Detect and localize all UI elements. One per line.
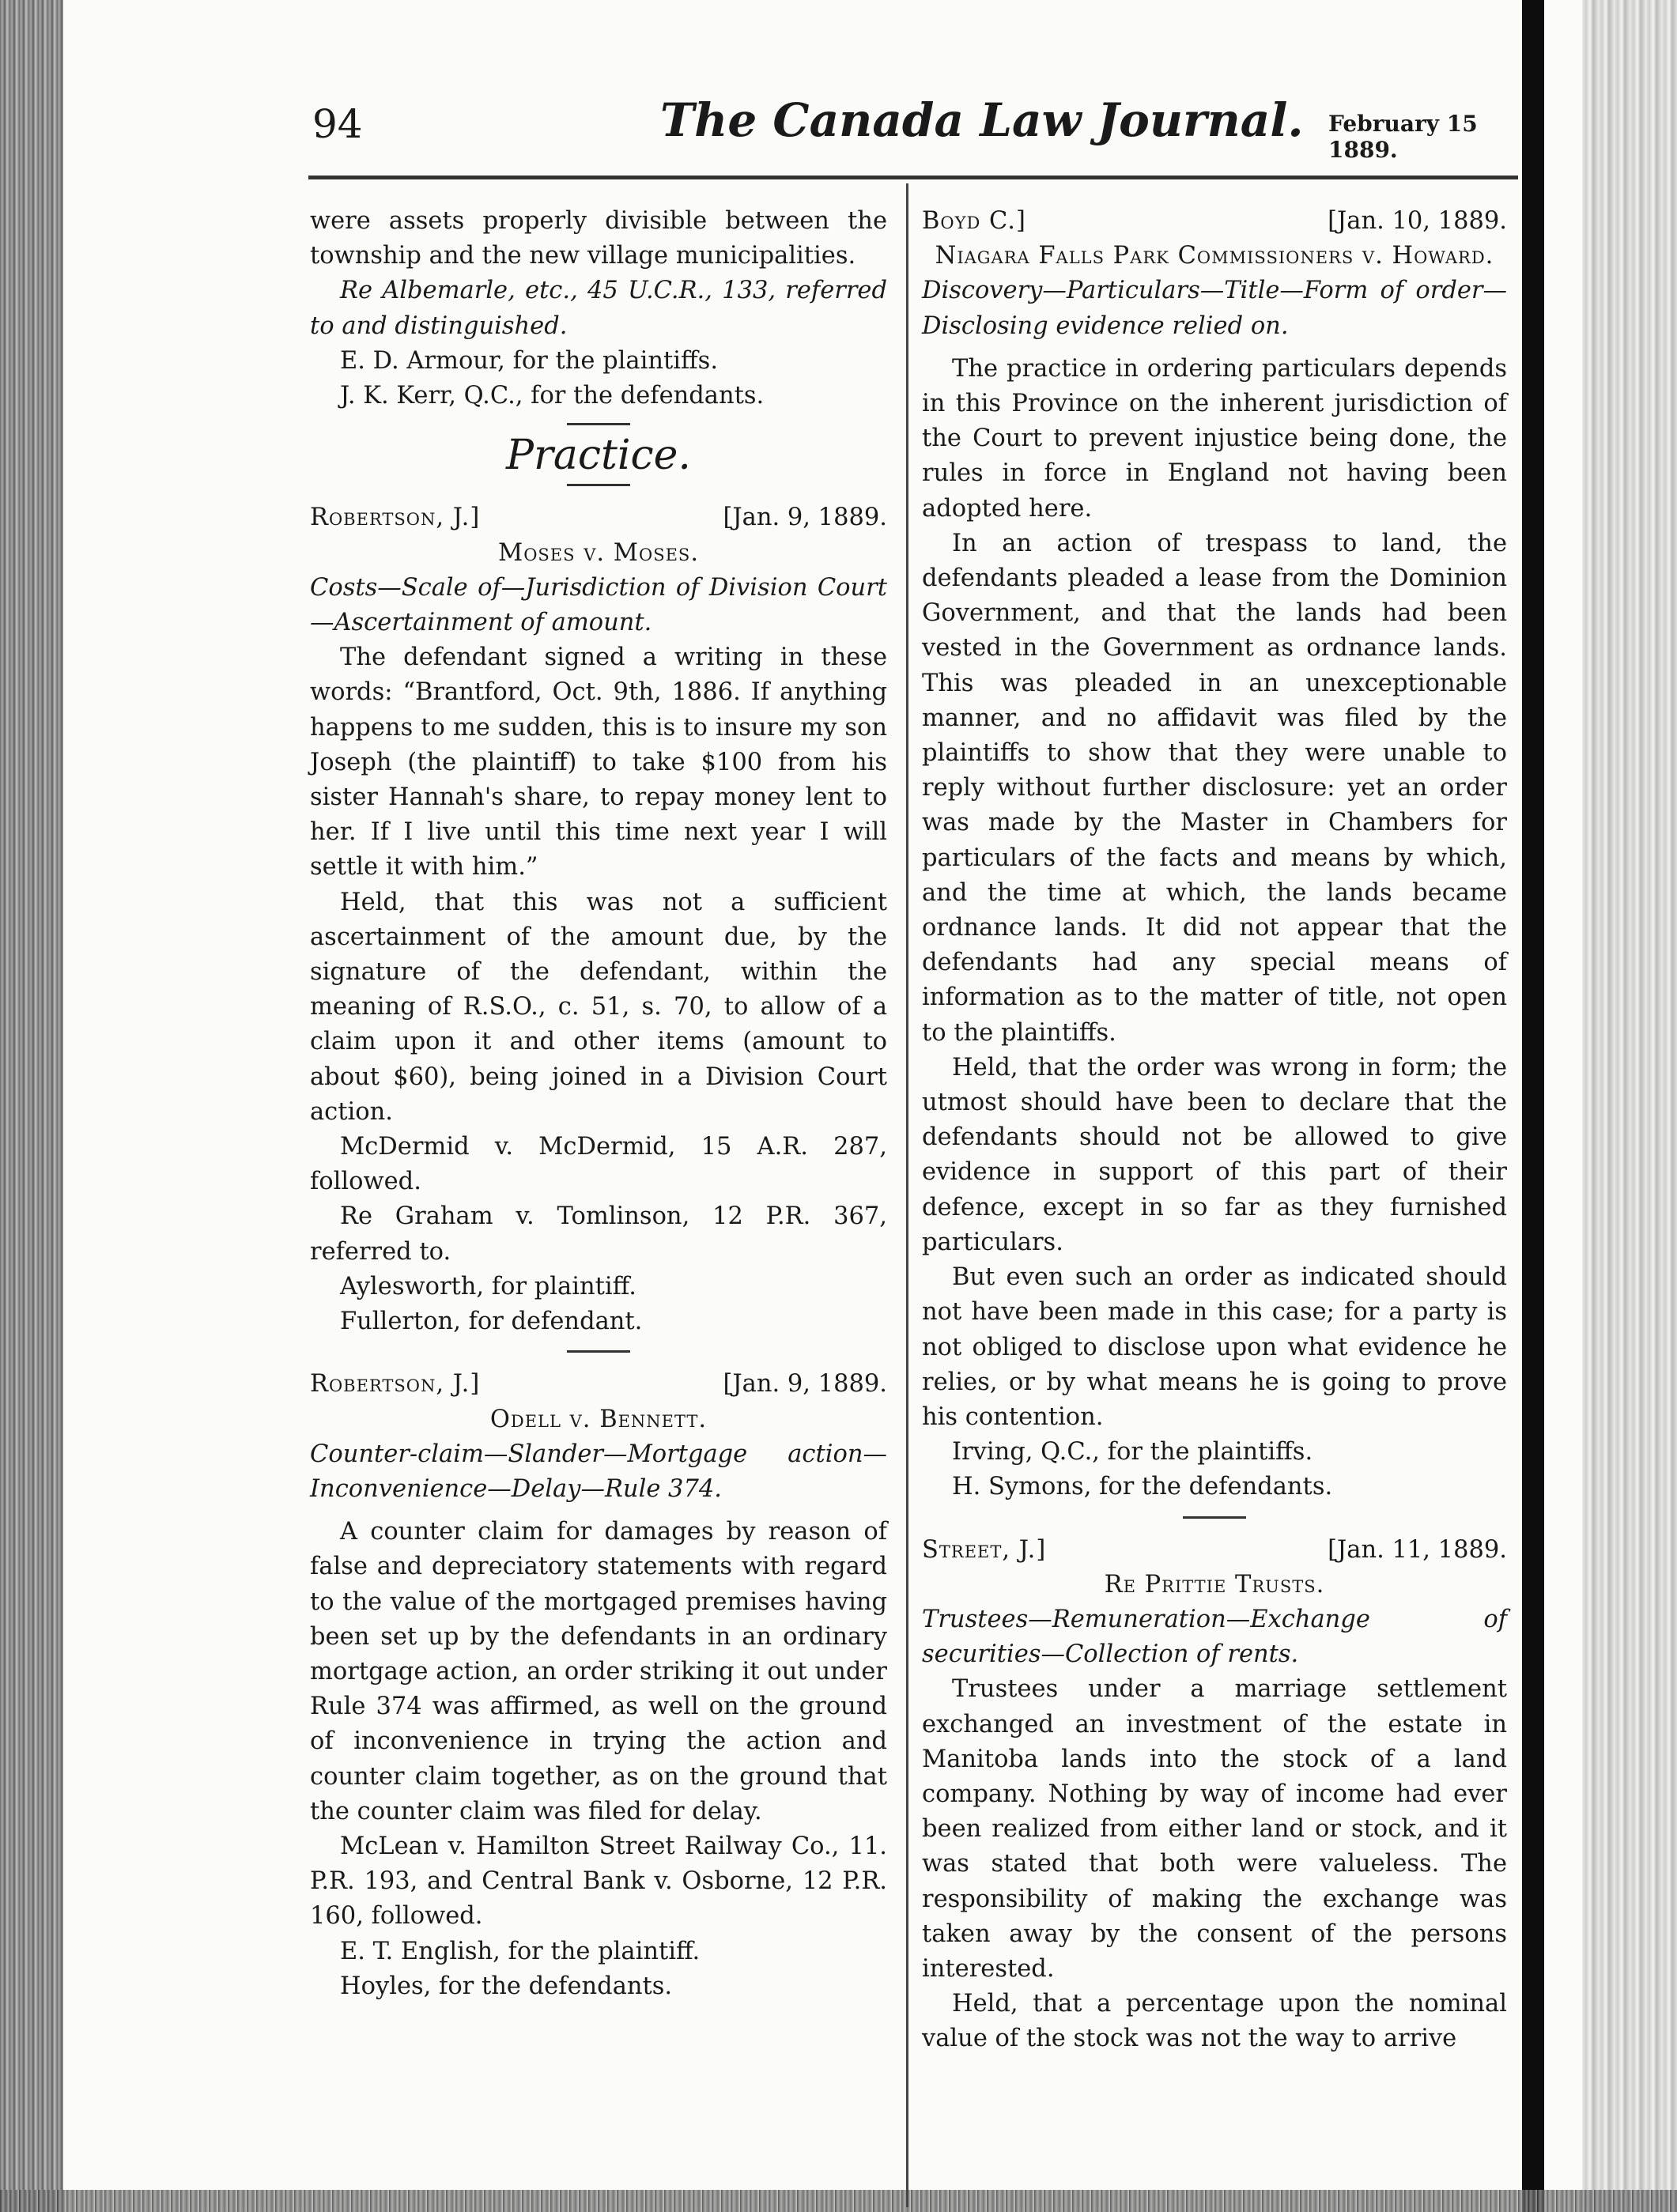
left-column [310, 204, 887, 2004]
case-topic: Costs—Scale of—Jurisdiction of Division Court—Ascertainment of amount. [310, 573, 887, 637]
paragraph: The practice in ordering particulars depends in this Province on the inherent jurisdiction of the Court to prevent injustice being done, the rules in force in England not having been adopted here. [922, 354, 1507, 523]
counsel-line: J. K. Kerr, Q.C., for the defendants. [340, 382, 765, 410]
right-column [922, 204, 1507, 2057]
case-topic: Discovery—Particulars—Title—Form of order—Disclosing evidence relied on. [922, 277, 1507, 340]
counsel-line: Aylesworth, for plaintiff. [340, 1272, 636, 1300]
judge: Boyd C.] [922, 207, 1026, 235]
judge: Robertson, J.] [310, 1370, 481, 1399]
paragraph: But even such an order as indicated should not have been made in this case; for a party is not obliged to disclose upon what evidence he relies, or by what means he is going to prove his contention. [922, 1263, 1507, 1431]
case-rule [1183, 1516, 1246, 1519]
case-name: Moses v. Moses. [497, 538, 700, 567]
counsel-line: E. T. English, for the plaintiff. [340, 1937, 701, 1965]
case-date: [Jan. 11, 1889. [1328, 1535, 1507, 1564]
case-name: Re Prittie Trusts. [1104, 1570, 1325, 1599]
case-date: [Jan. 10, 1889. [1328, 207, 1507, 235]
counsel-line: Fullerton, for defendant. [340, 1308, 643, 1336]
case-topic: Trustees—Remuneration—Exchange of securities—Collection of rents. [922, 1605, 1507, 1669]
scan-binding-shadow [1522, 0, 1544, 2212]
case-headline [922, 204, 1507, 239]
citation: Re Graham v. Tomlinson, 12 P.R. 367, referred to. [310, 1202, 887, 1266]
case-headline [310, 500, 887, 535]
paragraph: were assets properly divisible between the township and the new village municipalities. [310, 207, 887, 270]
counsel-line: Irving, Q.C., for the plaintiffs. [952, 1438, 1313, 1466]
paragraph: In an action of trespass to land, the defendants pleaded a lease from the Dominion Government, and that the lands had been vested in the Government as ordnance lands. This was pleaded in an unexceptionable manner, and no affidavit was filed by the plaintiffs to show that they were unable to reply without further disclosure: yet an order was made by the Master in Chambers for particulars of the facts and means by which, and the time at which, the lands became ordnance lands. It did not appear that the defendants had any special means of information as to the matter of title, not open to the plaintiffs. [922, 529, 1507, 1047]
paragraph: A counter claim for damages by reason of false and depreciatory statements with regard to the value of the mortgaged premises having been set up by the defendants in an ordinary mortgage action, an order striking it out under Rule 374 was affirmed, as well on the ground of inconvenience in trying the action and counter claim together, as on the ground that the counter claim was filed for delay. [310, 1518, 887, 1825]
page-header [312, 93, 1514, 164]
paragraph: Trustees under a marriage settlement exchanged an investment of the estate in Manitoba lands into the stock of a land company. Nothing by way of income had ever been realized from either land or stock, and it was stated that both were valueless. The responsibility of making the exchange was taken away by the consent of the persons interested. [922, 1675, 1507, 1983]
section-rule [567, 423, 630, 425]
section-title: Practice. [506, 432, 691, 480]
scan-left-margin [0, 0, 63, 2212]
case-topic: Counter-claim—Slander—Mortgage action—Inconvenience—Delay—Rule 374. [310, 1440, 887, 1503]
citation: McDermid v. McDermid, 15 A.R. 287, followed. [310, 1133, 887, 1196]
case-date: [Jan. 9, 1889. [723, 504, 887, 532]
page-number: 94 [312, 101, 363, 147]
judge: Robertson, J.] [310, 504, 481, 532]
header-rule [308, 176, 1518, 179]
paragraph: Held, that a percentage upon the nominal value of the stock was not the way to arrive [922, 1990, 1507, 2053]
case-headline [310, 1367, 887, 1402]
case-rule [567, 1350, 630, 1353]
citation: McLean v. Hamilton Street Railway Co., 11. P.R. 193, and Central Bank v. Osborne, 12 P.R. 160, followed. [310, 1832, 887, 1931]
paragraph: Held, that this was not a sufficient ascertainment of the amount due, by the signature of the defendant, within the meaning of R.S.O., c. 51, s. 70, to allow of a claim upon it and other items (amount to about $60), being joined in a Division Court action. [310, 888, 887, 1126]
counsel-line: Hoyles, for the defendants. [340, 1972, 673, 2000]
paragraph: Held, that the order was wrong in form; the utmost should have been to declare that the defendants should not be allowed to give evidence in support of this part of their defence, except in so far as they furnished particulars. [922, 1053, 1507, 1256]
issue-date: February 15 1889. [1328, 111, 1478, 163]
journal-title: The Canada Law Journal. [660, 93, 1304, 147]
judge: Street, J.] [922, 1535, 1047, 1564]
case-date: [Jan. 9, 1889. [723, 1370, 887, 1399]
counsel-line: E. D. Armour, for the plaintiffs. [340, 346, 719, 375]
citation: Re Albemarle, etc., 45 U.C.R., 133, referred to and distinguished. [310, 277, 887, 340]
scan-bottom-margin [0, 2190, 1677, 2212]
case-headline [922, 1533, 1507, 1568]
case-name: Odell v. Bennett. [489, 1405, 708, 1433]
paragraph: The defendant signed a writing in these words: “Brantford, Oct. 9th, 1886. If anything happens to me sudden, this is to insure my son Joseph (the plaintiff) to take $100 from his sister Hannah's share, to repay money lent to her. If I live until this time next year I will settle it with him.” [310, 644, 887, 881]
column-divider [906, 183, 908, 2207]
case-name: Niagara Falls Park Commissioners v. Howard. [935, 242, 1494, 270]
scan-right-margin [1582, 0, 1677, 2212]
counsel-line: H. Symons, for the defendants. [952, 1473, 1333, 1501]
section-rule [567, 484, 630, 486]
